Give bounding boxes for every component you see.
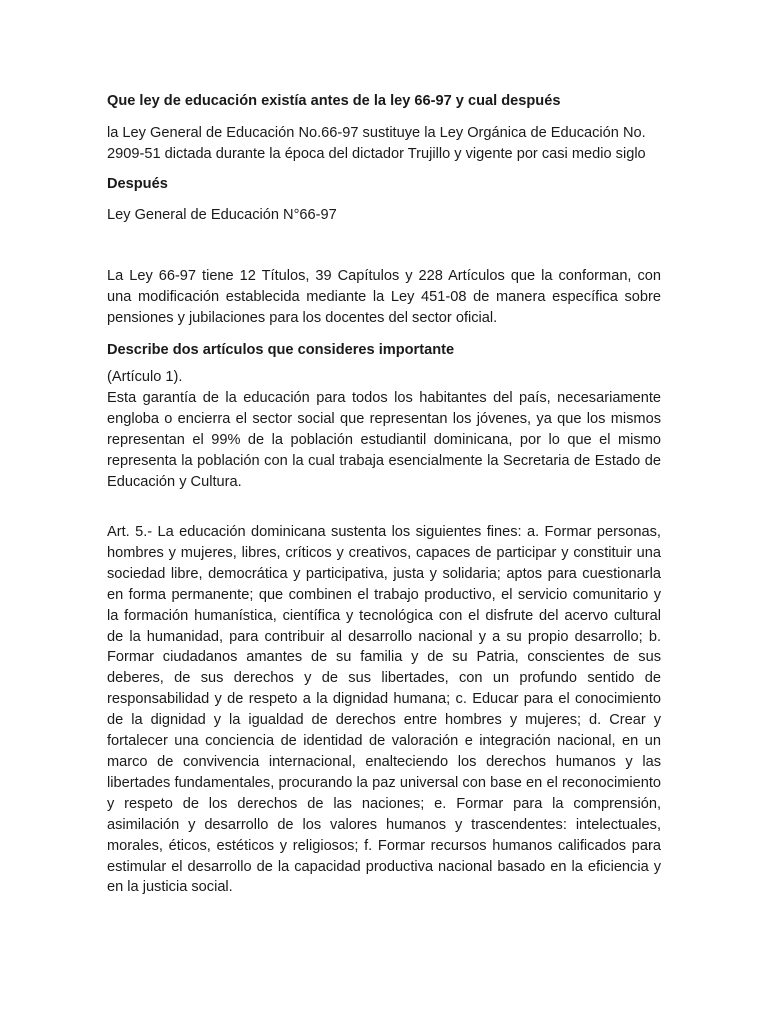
heading-describe-articles: Describe dos artículos que consideres importante [107, 342, 455, 358]
article-1-text: Esta garantía de la educación para todos los habitantes del país, necesariamente engloba o encierra el sector social que representan los jóvenes, ya que los mismos representan el 99% de la población estudiantil dominicana, por lo que el mismo representa la población con la cual trabaja esencialmente la Secretaria de Estado de Educación y Cultura. [107, 390, 661, 490]
heading-after: Después [107, 176, 168, 192]
paragraph-line: la Ley General de Educación No.66-97 sustituye la Ley Orgánica de Educación No. [107, 125, 646, 141]
heading-question: Que ley de educación existía antes de la ley 66-97 y cual después [107, 93, 561, 109]
paragraph-law-name: Ley General de Educación N°66-97 [107, 207, 337, 223]
article-1-label: (Artículo 1). [107, 369, 183, 385]
paragraph-law-structure: La Ley 66-97 tiene 12 Títulos, 39 Capítulos y 228 Artículos que la conforman, con una modificación establecida mediante la Ley 451-08 de manera específica sobre pensiones y jubilaciones para los docentes del sector oficial. [107, 268, 661, 326]
article-5-text: Art. 5.- La educación dominicana sustenta los siguientes fines: a. Formar personas, hombres y mujeres, libres, críticos y creativos, capaces de participar y constituir una sociedad libre, democrática y participativa, justa y solidaria; aptos para cuestionarla en forma permanente; que combinen el trabajo productivo, el servicio comunitario y la formación humanística, científica y tecnológica con el disfrute del acervo cultural de la humanidad, para contribuir al desarrollo nacional y a su propio desarrollo; b. Formar ciudadanos amantes de su familia y de su Patria, conscientes de sus deberes, de sus derechos y de sus libertades, con un profundo sentido de responsabilidad y de respeto a la dignidad humana; c. Educar para el conocimiento de la dignidad y la igualdad de derechos entre hombres y mujeres; d. Crear y fortalecer una conciencia de identidad de valoración e integración nacional, en un marco de convivencia internacional, enalteciendo los derechos humanos y las libertades fundamentales, procurando la paz universal con base en el reconocimiento y respeto de los derechos de las naciones; e. Formar para la comprensión, asimilación y desarrollo de los valores humanos y trascendentes: intelectuales, morales, éticos, estéticos y religiosos; f. Formar recursos humanos calificados para estimular el desarrollo de la capacidad productiva nacional basado en la eficiencia y en la justicia social. [107, 524, 661, 896]
paragraph-line: 2909-51 dictada durante la época del dictador Trujillo y vigente por casi medio siglo [107, 145, 646, 162]
paragraph-law-replacement [107, 123, 661, 165]
